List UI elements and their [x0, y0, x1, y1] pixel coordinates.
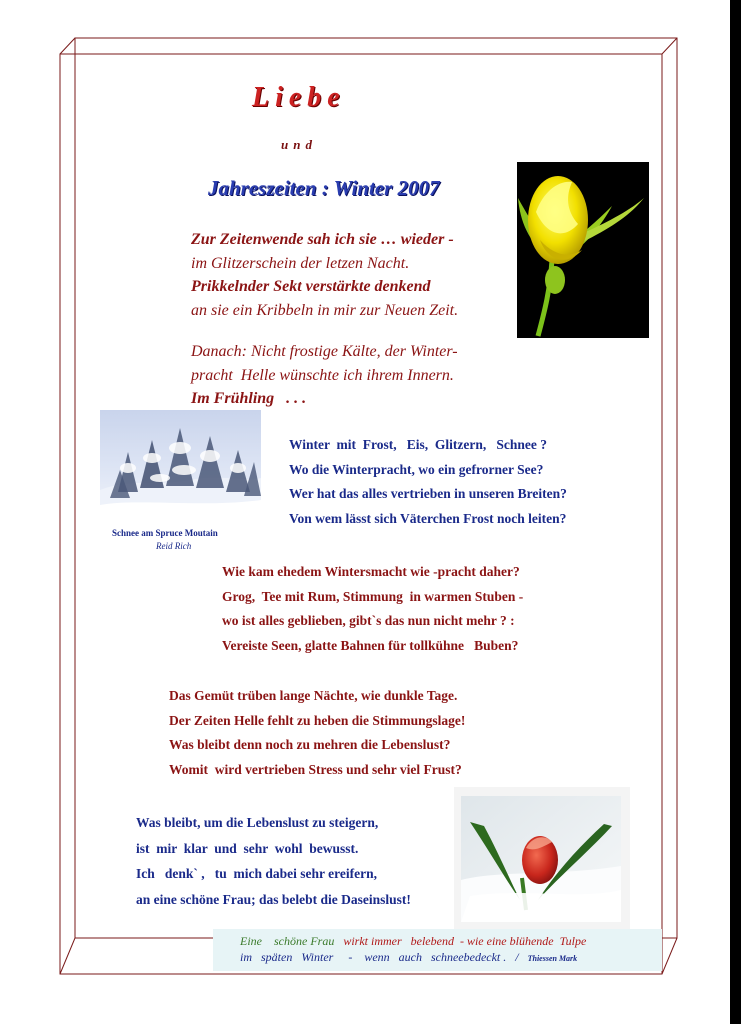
snowy-forest-photo: [100, 410, 261, 525]
stanza-line: an sie ein Kribbeln in mir zur Neuen Zeit.: [191, 301, 459, 319]
stanza-line: Was bleibt, um die Lebenslust zu steigern,: [136, 815, 379, 830]
stanza-line: Womit wird vertrieben Stress und sehr viel Frust?: [169, 761, 462, 777]
stanza-3: [289, 433, 567, 531]
stanza-line: Prikkelnder Sekt verstärkte denkend: [191, 278, 431, 295]
tulip-in-snow-photo: [454, 787, 630, 932]
stanza-line: Zur Zeitenwende sah ich sie … wieder -: [191, 231, 454, 248]
stanza-1: [191, 228, 458, 322]
stanza-line: Vereiste Seen, glatte Bahnen für tollkühne Buben?: [222, 637, 519, 653]
photo-caption-author: Reid Rich: [156, 541, 192, 551]
stanza-2: [191, 340, 458, 411]
stanza-line: Grog, Tee mit Rum, Stimmung in warmen Stuben -: [222, 588, 524, 604]
stanza-line: Was bleibt denn noch zu mehren die Lebenslust?: [169, 737, 451, 752]
photo-caption-title: Schnee am Spruce Moutain: [112, 528, 218, 538]
stanza-line: Ich denk` , tu mich dabei sehr ereifern,: [136, 866, 377, 881]
stanza-5: [169, 684, 465, 782]
stanza-line: Wer hat das alles vertrieben in unseren Breiten?: [289, 486, 567, 501]
footer-part-2: wirkt immer belebend: [343, 934, 454, 948]
stanza-6: [136, 810, 411, 912]
stanza-line: Der Zeiten Helle fehlt zu heben die Stimmungslage!: [169, 712, 466, 728]
footer-part-1: Eine schöne Frau: [240, 934, 344, 948]
stanza-line: Danach: Nicht frostige Kälte, der Winter-: [191, 343, 458, 360]
footer-line-1: [240, 934, 586, 949]
stanza-line: wo ist alles geblieben, gibt`s das nun nicht mehr ? :: [222, 613, 515, 628]
footer-line-2: [240, 950, 577, 965]
stanza-line: pracht Helle wünschte ich ihrem Innern.: [191, 366, 454, 384]
title-und: und: [281, 137, 317, 152]
stanza-line: Im Frühling . . .: [191, 390, 307, 407]
stanza-line: an eine schöne Frau; das belebt die Daseinslust!: [136, 891, 411, 907]
title-season: Jahreszeiten : Winter 2007: [208, 176, 440, 200]
stanza-line: im Glitzerschein der letzen Nacht.: [191, 254, 410, 272]
footer-line-2-text: im späten Winter - wenn auch schneebedeckt . /: [240, 950, 519, 964]
title-liebe: Liebe: [252, 82, 346, 113]
stanza-4: [222, 560, 523, 658]
stanza-line: Wie kam ehedem Wintersmacht wie -pracht daher?: [222, 564, 520, 579]
footer-part-3: - wie eine blühende Tulpe: [453, 934, 587, 948]
footer-author: Thiessen Mark: [527, 954, 578, 963]
stanza-line: Wo die Winterpracht, wo ein gefrorner See?: [289, 461, 544, 477]
stanza-line: Von wem lässt sich Väterchen Frost noch leiten?: [289, 510, 567, 526]
yellow-rose-photo: [517, 162, 649, 338]
stanza-line: Winter mit Frost, Eis, Glitzern, Schnee ?: [289, 437, 547, 452]
stanza-line: Das Gemüt trüben lange Nächte, wie dunkle Tage.: [169, 688, 458, 703]
stanza-line: ist mir klar und sehr wohl bewusst.: [136, 840, 359, 856]
